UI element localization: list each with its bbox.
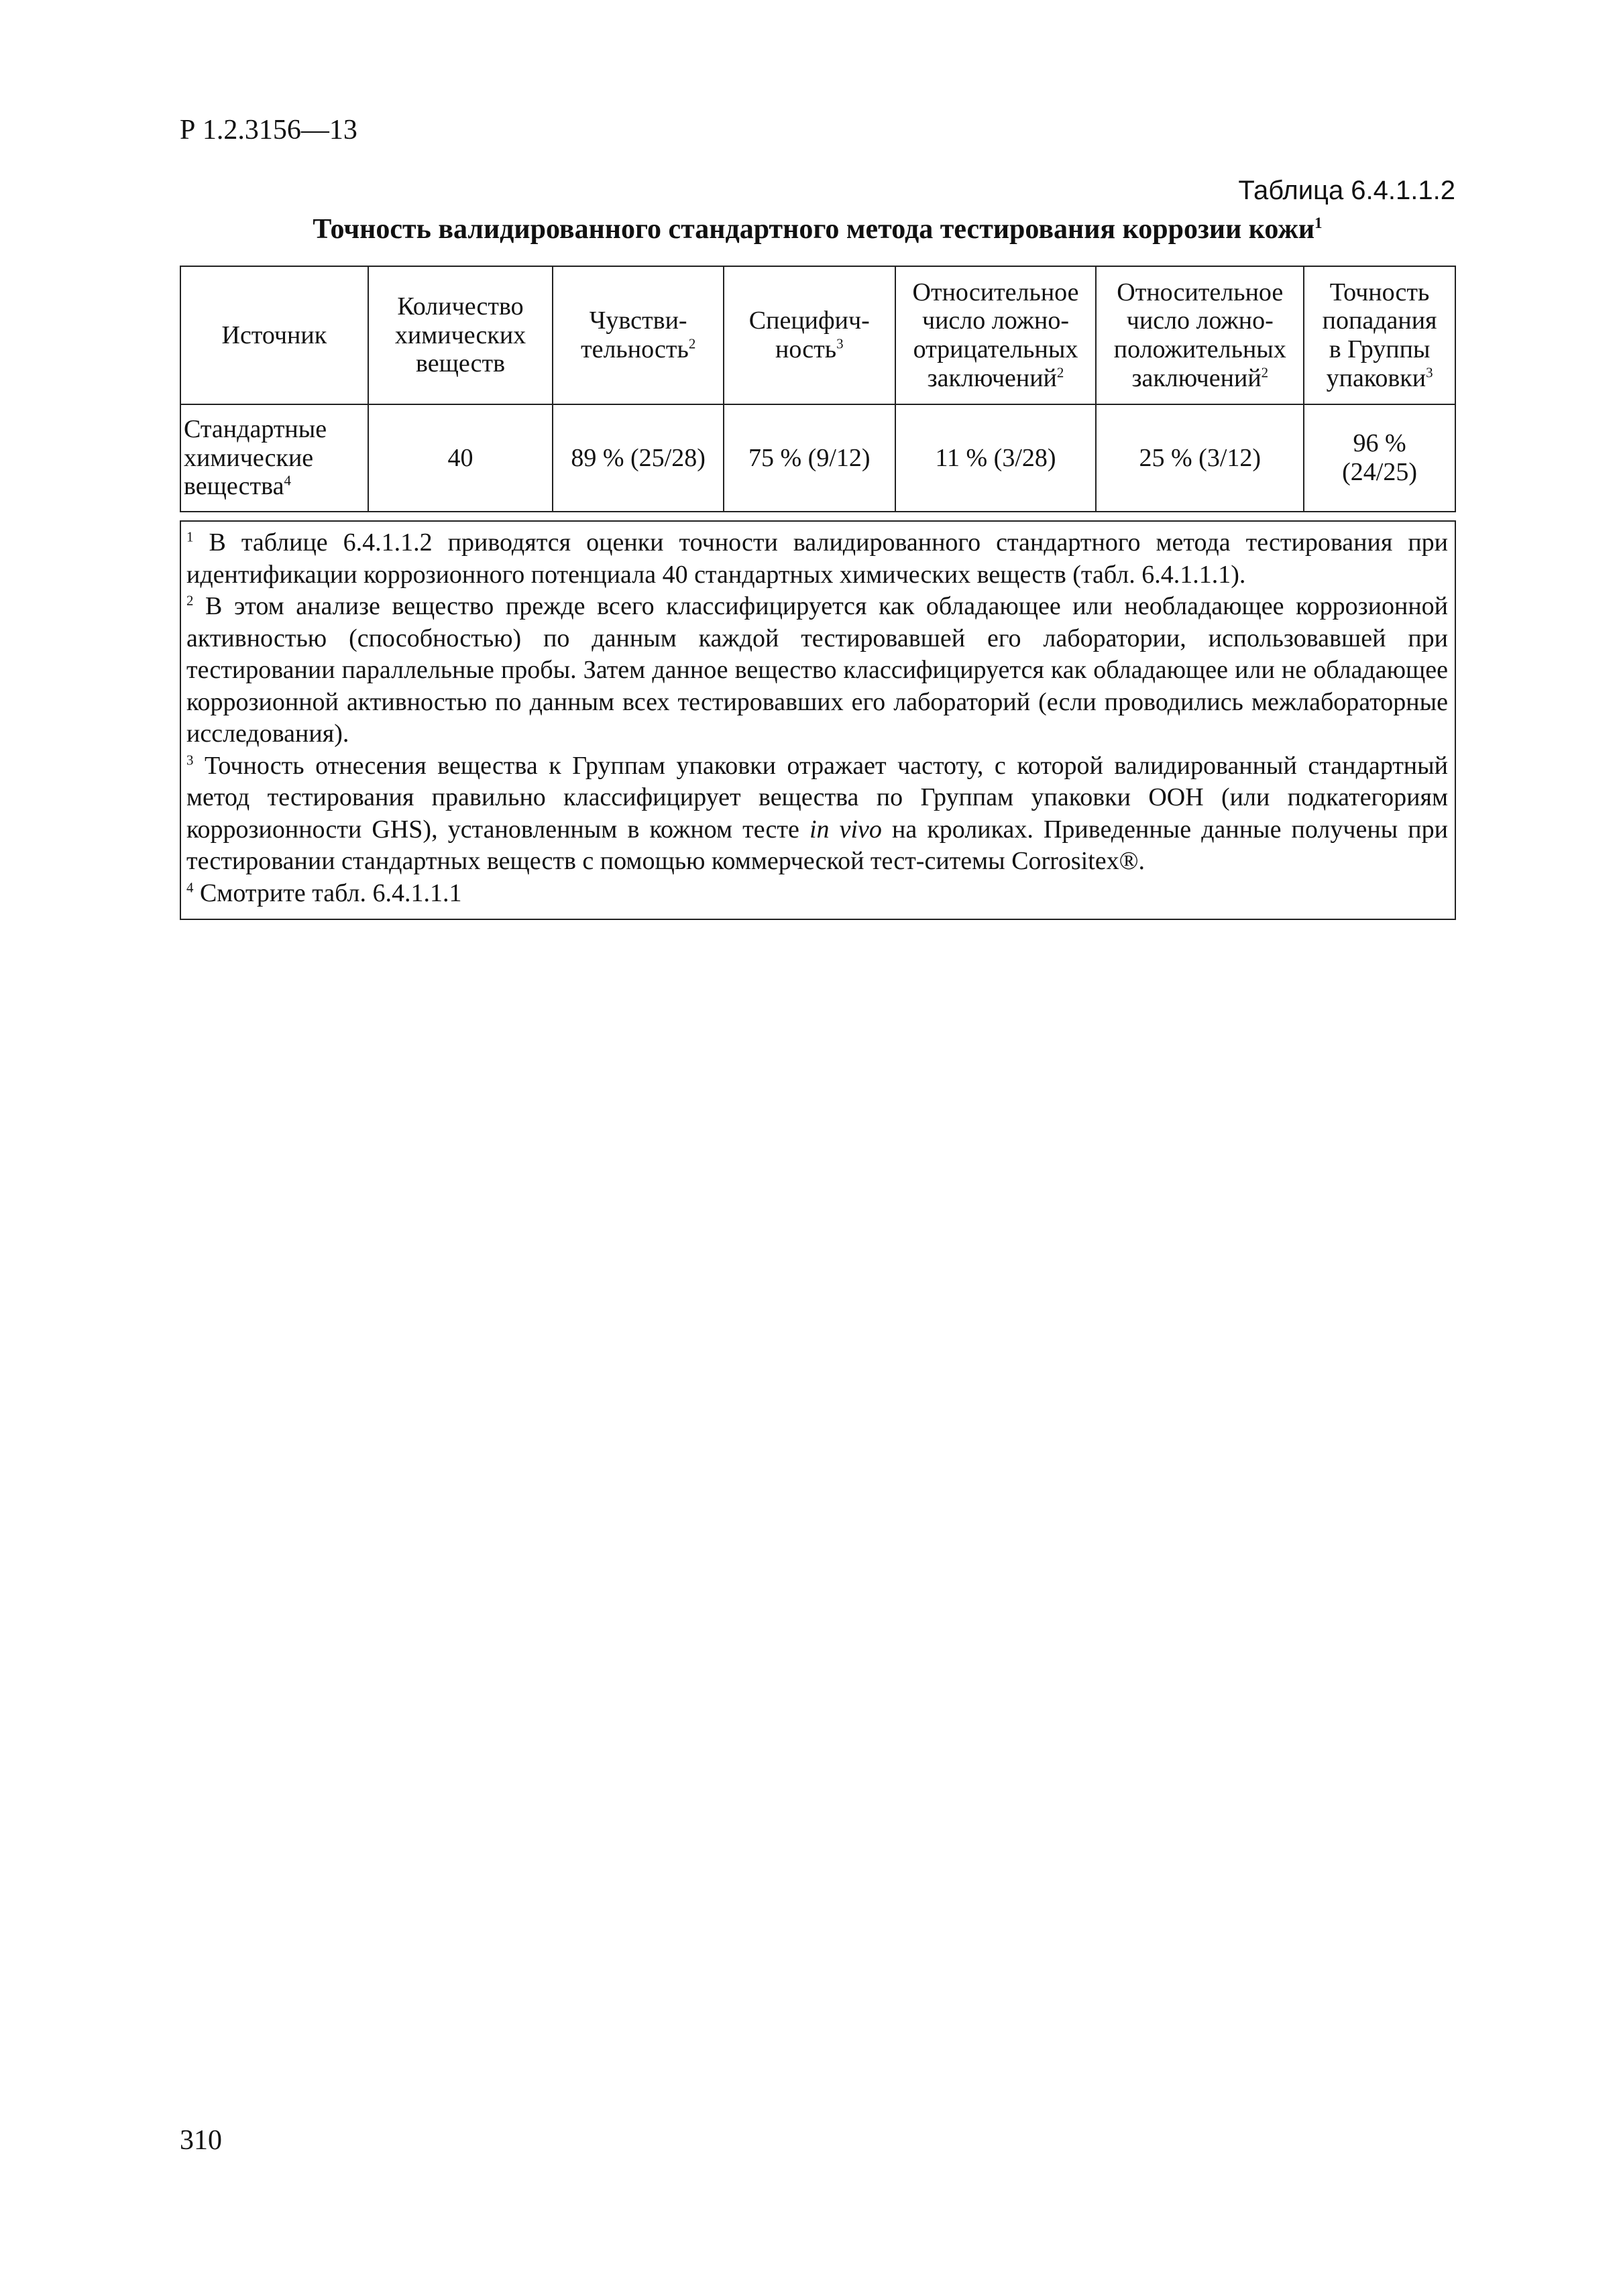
header-packing-accuracy: Точность попадания в Группы упаковки$^3$: [1304, 266, 1455, 404]
cell-sensitivity: 89 % (25/28): [553, 404, 724, 512]
header-false-negative: Относительное число ложно- отрицательных заключений$^2$: [895, 266, 1097, 404]
table-row: [180, 404, 1455, 512]
footnote-4: $^4$ Смотрите табл. 6.4.1.1.1: [186, 878, 462, 907]
table-title: [180, 213, 1455, 245]
cell-source: Стандартные химические вещества$^4$: [180, 404, 368, 512]
accuracy-table: [180, 266, 1456, 920]
header-chemical-count: Количество химических веществ: [368, 266, 553, 404]
document-code: Р 1.2.3156—13: [180, 115, 357, 146]
notes-row: [180, 521, 1455, 919]
cell-packing-accuracy: 96 % (24/25): [1304, 404, 1455, 512]
footnote-1: $^1$ В таблице 6.4.1.1.2 приводятся оценки точности валидированного стандартного метода тестирования при идентификации коррозионного потенциала 40 стандартных химических веществ (табл. 6.4.1.1.1).: [186, 528, 1449, 589]
table-label: Таблица 6.4.1.1.2: [1238, 176, 1455, 205]
header-specificity: Специфич- ность$^3$: [724, 266, 895, 404]
footnote-2: $^2$ В этом анализе вещество прежде всего классифицируется как обладающее или необладающее коррозионной активностью (способностью) по данным каждой тестировавшей его лаборатории, использовавшей при тестировании параллельные пробы. Затем данное вещество классифицируется как обладающее или не обладающее коррозионной активностью по данным всех тестировавших его лабораторий (если проводились межлабораторные исследования).: [186, 592, 1449, 748]
header-false-positive: Относительное число ложно- положительных заключений$^2$: [1096, 266, 1304, 404]
table-notes: [180, 521, 1455, 919]
header-sensitivity: Чувстви- тельность$^2$: [553, 266, 724, 404]
footnote-3: $^3$ Точность отнесения вещества к Группам упаковки отражает частоту, с которой валидированный стандартный метод тестирования правильно классифицирует вещества по Группам упаковки ООН (или подкатегориям коррозионности GHS), установленным в кожном тесте in vivo на кроликах. Приведенные данные получены при тестировании стандартных веществ с помощью коммерческой тест-ситемы Corrositex®.: [186, 751, 1448, 875]
table-title-footnote-ref: 1: [1314, 214, 1323, 231]
page-number: 310: [180, 2125, 222, 2156]
table-gap: [180, 512, 1455, 521]
header-row: [180, 266, 1455, 404]
cell-false-positive: 25 % (3/12): [1096, 404, 1304, 512]
table-title-text: Точность валидированного стандартного метода тестирования коррозии кожи: [313, 214, 1315, 245]
cell-count: 40: [368, 404, 553, 512]
header-source: Источник: [180, 266, 368, 404]
cell-specificity: 75 % (9/12): [724, 404, 895, 512]
cell-false-negative: 11 % (3/28): [895, 404, 1097, 512]
